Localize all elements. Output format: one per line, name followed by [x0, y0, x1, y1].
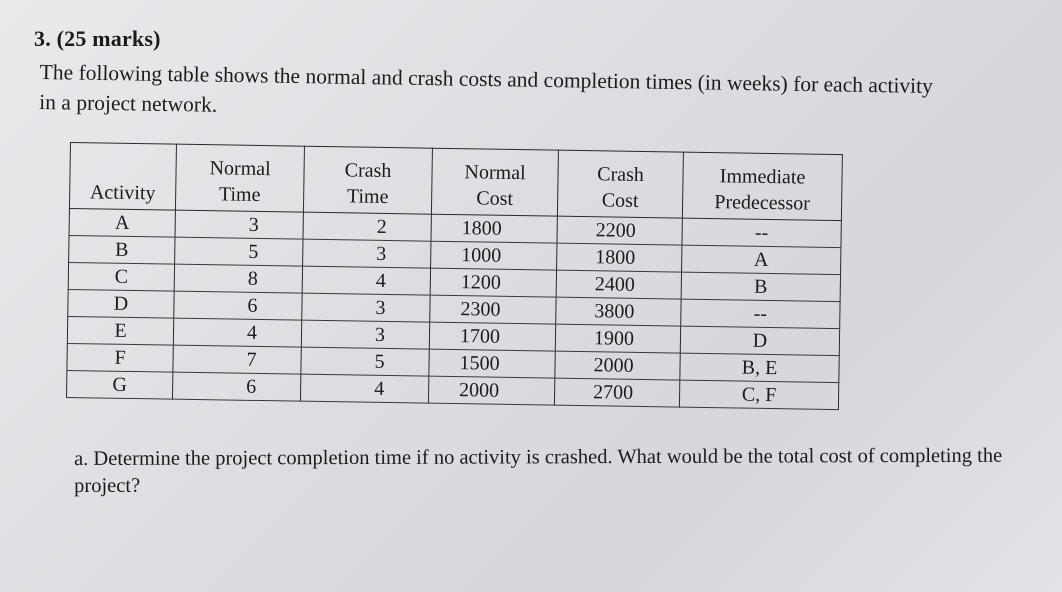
cell-normal-time: 4: [173, 318, 301, 347]
cell-crash-time: 2: [303, 212, 431, 241]
cell-normal-time: 7: [173, 345, 301, 374]
header-activity: Activity: [69, 143, 176, 211]
header-crash-time: Crash Time: [303, 146, 432, 214]
question-intro: [39, 57, 1050, 133]
cell-predecessor: B: [681, 272, 840, 301]
header-normal-cost: Normal Cost: [431, 148, 558, 216]
cell-crash-time: 4: [302, 266, 430, 295]
cell-crash-cost: 1900: [555, 324, 680, 353]
cell-crash-cost: 1800: [557, 243, 682, 272]
cell-crash-cost: 2400: [556, 270, 681, 299]
cell-crash-cost: 2700: [554, 378, 679, 407]
cell-activity: B: [69, 235, 175, 264]
cell-activity: F: [67, 343, 173, 372]
cell-normal-cost: 1000: [431, 241, 557, 270]
header-normal-time: Normal Time: [175, 144, 304, 212]
cell-normal-time: 3: [175, 210, 303, 239]
cell-predecessor: B, E: [680, 353, 839, 382]
cell-crash-time: 3: [301, 320, 429, 349]
cell-crash-time: 5: [301, 347, 429, 376]
cell-predecessor: D: [680, 326, 839, 355]
cell-crash-cost: 2000: [555, 351, 680, 380]
cell-predecessor: --: [682, 218, 841, 247]
cell-crash-time: 4: [300, 374, 428, 403]
cell-predecessor: A: [682, 245, 841, 274]
cell-normal-cost: 1800: [431, 214, 557, 243]
cell-activity: C: [68, 262, 174, 291]
header-predecessor: Immediate Predecessor: [682, 152, 842, 220]
table-body: [66, 208, 841, 409]
cell-normal-time: 8: [174, 264, 302, 293]
cell-normal-cost: 2000: [428, 376, 554, 405]
activity-table: [66, 142, 843, 410]
intro-line: The following table shows the normal and crash costs and completion times (in weeks) for each activity: [39, 59, 934, 99]
cell-crash-time: 3: [302, 293, 430, 322]
header-crash-cost: Crash Cost: [557, 150, 683, 218]
part-a-question: a. Determine the project completion time if no activity is crashed. What would be the total cost of completing the project?: [74, 444, 1003, 497]
cell-normal-time: 5: [175, 237, 303, 266]
intro-line: in a project network.: [39, 89, 218, 117]
cell-crash-time: 3: [303, 239, 431, 268]
cell-predecessor: --: [681, 299, 840, 328]
cell-predecessor: C, F: [679, 380, 838, 409]
cell-activity: A: [69, 208, 175, 237]
cell-activity: G: [66, 370, 172, 399]
cell-activity: E: [67, 316, 173, 345]
cell-normal-time: 6: [172, 372, 300, 401]
question-heading: 3. (25 marks): [34, 26, 161, 51]
cell-normal-time: 6: [174, 291, 302, 320]
cell-normal-cost: 1500: [429, 349, 555, 378]
cell-activity: D: [68, 289, 174, 318]
cell-normal-cost: 2300: [430, 295, 556, 324]
table-header-row: [69, 143, 842, 221]
cell-crash-cost: 2200: [557, 216, 682, 245]
cell-normal-cost: 1700: [429, 322, 555, 351]
cell-normal-cost: 1200: [430, 268, 556, 297]
cell-crash-cost: 3800: [556, 297, 681, 326]
